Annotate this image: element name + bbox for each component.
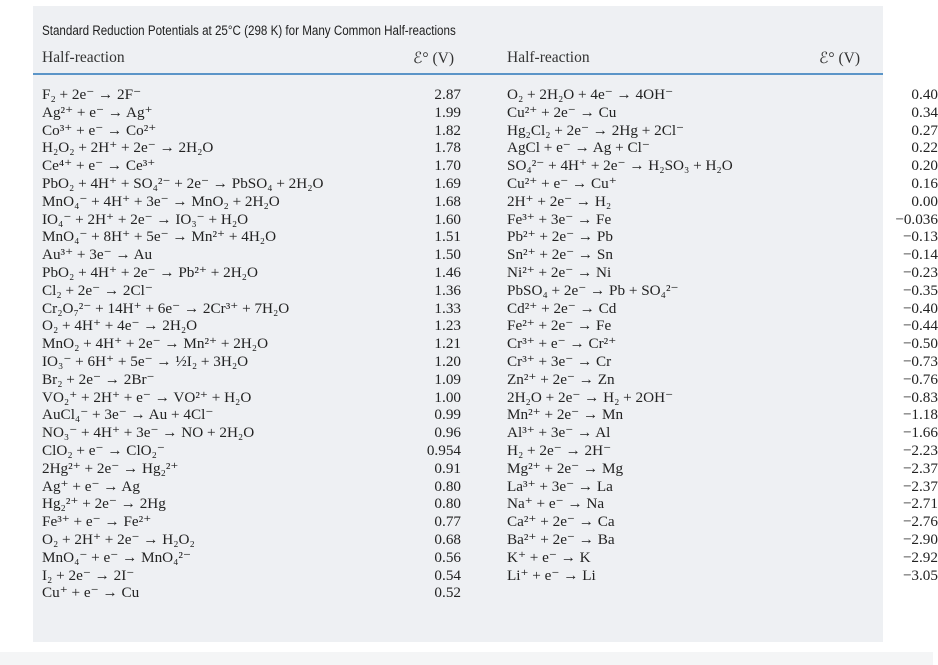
potential-value: −2.76: [902, 513, 938, 531]
header-potential-right: ℰ° (V): [819, 50, 860, 67]
potential-value: −1.18: [902, 406, 938, 424]
potential-value: 1.46: [434, 263, 461, 281]
half-reaction: O₂ + 4H⁺ + 4e⁻ → 2H₂O: [42, 317, 198, 335]
half-reaction: K⁺ + e⁻ → K: [507, 548, 591, 566]
half-reaction: Hg₂Cl₂ + 2e⁻ → 2Hg + 2Cl⁻: [507, 121, 685, 139]
half-reaction: Na⁺ + e⁻ → Na: [507, 495, 605, 513]
header-half-reaction-right: Half-reaction: [507, 49, 590, 66]
half-reaction: AuCl₄⁻ + 3e⁻ → Au + 4Cl⁻: [42, 406, 214, 424]
half-reaction: Ca²⁺ + 2e⁻ → Ca: [507, 513, 615, 531]
half-reaction: VO₂⁺ + 2H⁺ + e⁻ → VO²⁺ + H₂O: [42, 388, 252, 406]
potential-value: −0.50: [902, 335, 938, 353]
potential-value: 0.20: [911, 157, 938, 175]
potential-value: 2.87: [434, 86, 461, 103]
table-title: Standard Reduction Potentials at 25°C (298 K) for Many Common Half-reactions: [42, 23, 456, 38]
potential-value: 0.954: [426, 441, 461, 459]
potential-value: 1.20: [434, 352, 461, 370]
half-reaction: NO₃⁻ + 4H⁺ + 3e⁻ → NO + 2H₂O: [42, 424, 255, 442]
half-reaction: Cu⁺ + e⁻ → Cu: [42, 584, 140, 602]
potential-value: −2.37: [902, 459, 938, 477]
potential-value: −2.90: [902, 530, 938, 548]
half-reaction: Zn²⁺ + 2e⁻ → Zn: [507, 370, 615, 388]
potential-value: 0.52: [434, 584, 461, 602]
half-reaction: Fe³⁺ + e⁻ → Fe²⁺: [42, 513, 152, 531]
potential-value: 1.68: [434, 192, 461, 210]
potential-value: 1.51: [434, 228, 461, 246]
potential-value: 1.78: [434, 139, 461, 157]
potential-value: 0.54: [434, 566, 461, 584]
half-reaction: O₂ + 2H⁺ + 2e⁻ → H₂O₂: [42, 530, 195, 548]
potential-value: 0.80: [434, 495, 461, 513]
potential-value: 0.99: [434, 406, 461, 424]
potential-value: 0.68: [434, 530, 461, 548]
potential-value: −0.14: [902, 246, 938, 264]
half-reaction: 2H₂O + 2e⁻ → H₂ + 2OH⁻: [507, 388, 674, 406]
half-reaction: H₂O₂ + 2H⁺ + 2e⁻ → 2H₂O: [42, 139, 214, 157]
half-reaction: MnO₂ + 4H⁺ + 2e⁻ → Mn²⁺ + 2H₂O: [42, 335, 269, 353]
half-reaction: PbO₂ + 4H⁺ + SO₄²⁻ + 2e⁻ → PbSO₄ + 2H₂O: [42, 174, 324, 192]
potential-value: −2.23: [902, 441, 938, 459]
potential-value: −0.036: [895, 210, 938, 228]
reduction-potentials-table: [33, 6, 938, 642]
half-reaction: MnO₄⁻ + e⁻ → MnO₄²⁻: [42, 548, 192, 566]
half-reaction: Cd²⁺ + 2e⁻ → Cd: [507, 299, 617, 317]
half-reaction: Mg²⁺ + 2e⁻ → Mg: [507, 459, 624, 477]
half-reaction: Ce⁴⁺ + e⁻ → Ce³⁺: [42, 157, 156, 175]
potential-value: −0.13: [902, 228, 938, 246]
half-reaction: Ba²⁺ + 2e⁻ → Ba: [507, 530, 615, 548]
potential-value: 1.99: [434, 103, 461, 121]
half-reaction: IO₄⁻ + 2H⁺ + 2e⁻ → IO₃⁻ + H₂O: [42, 210, 249, 228]
potential-value: 0.80: [434, 477, 461, 495]
potential-value: 0.16: [911, 174, 938, 192]
half-reaction: Ag²⁺ + e⁻ → Ag⁺: [42, 103, 153, 121]
half-reaction: SO₄²⁻ + 4H⁺ + 2e⁻ → H₂SO₃ + H₂O: [507, 157, 733, 175]
potential-value: 0.96: [434, 424, 461, 442]
potential-value: −0.44: [902, 317, 938, 335]
potential-value: 1.70: [434, 157, 461, 175]
potential-value: 1.33: [434, 299, 461, 317]
potential-value: −0.23: [902, 263, 938, 281]
half-reaction: F₂ + 2e⁻ → 2F⁻: [42, 86, 142, 103]
potential-value: 0.00: [911, 192, 938, 210]
potential-value: −0.35: [902, 281, 938, 299]
half-reaction: Ni²⁺ + 2e⁻ → Ni: [507, 263, 612, 281]
half-reaction: Cr³⁺ + 3e⁻ → Cr: [507, 352, 612, 370]
half-reaction: 2Hg²⁺ + 2e⁻ → Hg₂²⁺: [42, 459, 179, 477]
header-rule: [33, 73, 883, 75]
half-reaction: 2H⁺ + 2e⁻ → H₂: [507, 192, 612, 210]
half-reaction: Ag⁺ + e⁻ → Ag: [42, 477, 140, 495]
half-reaction: Co³⁺ + e⁻ → Co²⁺: [42, 121, 157, 139]
half-reaction: Al³⁺ + 3e⁻ → Al: [507, 424, 611, 442]
half-reaction: ClO₂ + e⁻ → ClO₂⁻: [42, 441, 165, 459]
potential-value: −0.83: [902, 388, 938, 406]
potential-value: 1.00: [434, 388, 461, 406]
half-reaction: Li⁺ + e⁻ → Li: [507, 566, 596, 584]
potential-value: 0.22: [911, 139, 938, 157]
half-reaction: Pb²⁺ + 2e⁻ → Pb: [507, 228, 613, 246]
half-reaction: Br₂ + 2e⁻ → 2Br⁻: [42, 370, 155, 388]
potential-value: 1.36: [434, 281, 461, 299]
potential-value: 1.23: [434, 317, 461, 335]
potential-value: 0.40: [911, 86, 938, 103]
potential-value: 0.56: [434, 548, 461, 566]
potential-value: −2.37: [902, 477, 938, 495]
potential-value: 1.21: [434, 335, 461, 353]
potential-value: 0.34: [911, 103, 938, 121]
potential-value: 1.09: [434, 370, 461, 388]
half-reaction: Cr³⁺ + e⁻ → Cr²⁺: [507, 335, 617, 353]
half-reaction: MnO₄⁻ + 4H⁺ + 3e⁻ → MnO₂ + 2H₂O: [42, 192, 280, 210]
potential-value: −2.92: [902, 548, 938, 566]
potential-value: 1.82: [434, 121, 461, 139]
potential-value: −0.40: [902, 299, 938, 317]
half-reaction: Mn²⁺ + 2e⁻ → Mn: [507, 406, 624, 424]
half-reaction: Cl₂ + 2e⁻ → 2Cl⁻: [42, 281, 153, 299]
half-reaction: Cu²⁺ + 2e⁻ → Cu: [507, 103, 617, 121]
potential-value: 1.69: [434, 174, 461, 192]
half-reaction: Fe³⁺ + 3e⁻ → Fe: [507, 210, 612, 228]
half-reaction: IO₃⁻ + 6H⁺ + 5e⁻ → ½I₂ + 3H₂O: [42, 352, 249, 370]
page-footer-strip: [0, 652, 933, 665]
header-half-reaction-left: Half-reaction: [42, 49, 125, 66]
potential-value: −0.73: [902, 352, 938, 370]
header-potential-left: ℰ° (V): [413, 50, 454, 67]
potential-value: −1.66: [902, 424, 938, 442]
half-reaction: H₂ + 2e⁻ → 2H⁻: [507, 441, 612, 459]
potential-value: 0.77: [434, 513, 461, 531]
potential-value: 0.27: [911, 121, 938, 139]
half-reaction: I₂ + 2e⁻ → 2I⁻: [42, 566, 135, 584]
potential-value: −0.76: [902, 370, 938, 388]
half-reaction: Cr₂O₇²⁻ + 14H⁺ + 6e⁻ → 2Cr³⁺ + 7H₂O: [42, 299, 290, 317]
potential-value: 1.50: [434, 246, 461, 264]
potential-value: 1.60: [434, 210, 461, 228]
potential-value: −3.05: [902, 566, 938, 584]
half-reaction: PbO₂ + 4H⁺ + 2e⁻ → Pb²⁺ + 2H₂O: [42, 263, 258, 281]
half-reaction: Sn²⁺ + 2e⁻ → Sn: [507, 246, 613, 264]
half-reaction: Fe²⁺ + 2e⁻ → Fe: [507, 317, 612, 335]
half-reaction: Au³⁺ + 3e⁻ → Au: [42, 246, 153, 264]
half-reaction: MnO₄⁻ + 8H⁺ + 5e⁻ → Mn²⁺ + 4H₂O: [42, 228, 277, 246]
half-reaction: La³⁺ + 3e⁻ → La: [507, 477, 613, 495]
half-reaction: PbSO₄ + 2e⁻ → Pb + SO₄²⁻: [507, 281, 679, 299]
half-reaction: Cu²⁺ + e⁻ → Cu⁺: [507, 174, 617, 192]
half-reaction: AgCl + e⁻ → Ag + Cl⁻: [507, 139, 650, 157]
half-reaction: Hg₂²⁺ + 2e⁻ → 2Hg: [42, 495, 166, 513]
potential-value: 0.91: [434, 459, 461, 477]
half-reaction: O₂ + 2H₂O + 4e⁻ → 4OH⁻: [507, 86, 674, 103]
potential-value: −2.71: [902, 495, 938, 513]
